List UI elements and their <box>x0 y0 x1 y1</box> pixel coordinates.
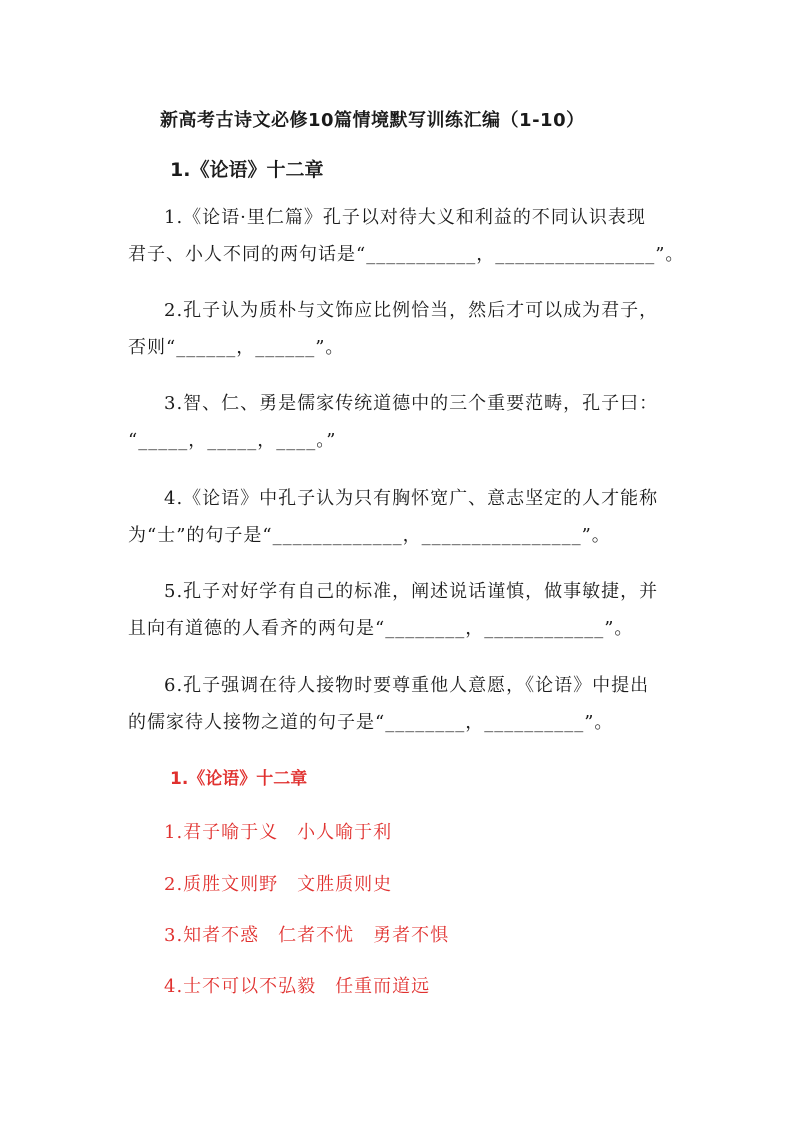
question-line: 2.孔子认为质朴与文饰应比例恰当，然后才可以成为君子， <box>164 300 659 321</box>
question-item <box>128 480 688 554</box>
answer-item: 4.士不可以不弘毅 任重而道远 <box>164 976 431 997</box>
question-item <box>128 199 688 273</box>
question-line: “_____，_____，____。” <box>128 430 337 451</box>
question-line: 4.《论语》中孔子认为只有胸怀宽广、意志坚定的人才能称 <box>164 488 659 509</box>
question-line: 3.智、仁、勇是儒家传统道德中的三个重要范畴，孔子曰： <box>164 393 659 414</box>
answer-item: 2.质胜文则野 文胜质则史 <box>164 874 393 895</box>
document-title: 新高考古诗文必修10篇情境默写训练汇编（1-10） <box>160 110 585 131</box>
question-line: 为“士”的句子是“_____________，________________”。 <box>128 525 611 546</box>
question-line: 6.孔子强调在待人接物时要尊重他人意愿，《论语》中提出 <box>164 675 650 696</box>
question-item <box>128 292 688 366</box>
question-item <box>128 385 688 459</box>
question-line: 君子、小人不同的两句话是“___________，________________”。 <box>128 244 685 265</box>
answer-item: 3.知者不惑 仁者不忧 勇者不惧 <box>164 925 450 946</box>
answer-item: 1.君子喻于义 小人喻于利 <box>164 822 393 843</box>
question-line: 5.孔子对好学有自己的标准，阐述说话谨慎，做事敏捷，并 <box>164 581 659 602</box>
question-line: 的儒家待人接物之道的句子是“________，__________”。 <box>128 712 614 733</box>
question-item <box>128 667 688 741</box>
question-item <box>128 573 688 647</box>
question-line: 且向有道德的人看齐的两句是“________，____________”。 <box>128 618 634 639</box>
answer-heading: 1.《论语》十二章 <box>170 769 308 789</box>
section-heading: 1.《论语》十二章 <box>170 159 324 181</box>
question-line: 否则“______，______”。 <box>128 337 345 358</box>
question-line: 1.《论语·里仁篇》孔子以对待大义和利益的不同认识表现 <box>164 207 646 228</box>
